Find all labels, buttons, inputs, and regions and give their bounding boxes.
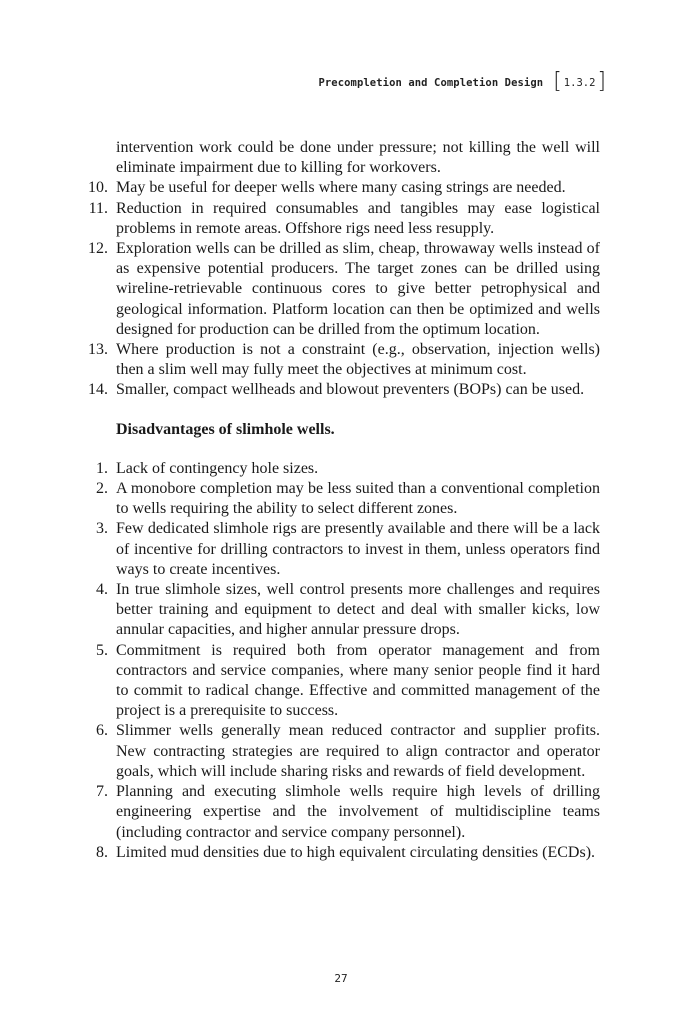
item-text: Where production is not a constraint (e.g., observation, injection wells) then a slim well may fully meet the objectives at minimum cost. xyxy=(116,341,600,379)
advantages-list xyxy=(0,178,682,400)
disadvantages-list xyxy=(0,459,682,863)
page-body xyxy=(0,138,682,863)
item-number: 4. xyxy=(96,581,108,599)
item-text: A monobore completion may be less suited than a conventional completion to wells requiring the ability to select different zones. xyxy=(116,480,600,518)
item-text: Commitment is required both from operator management and from contractors and service companies, where many senior people find it hard to commit to radical change. Effective and committed management of the project is a prerequisite to success. xyxy=(116,641,600,720)
item-text: Limited mud densities due to high equivalent circulating densities (ECDs). xyxy=(116,843,596,861)
item-text: Smaller, compact wellheads and blowout preventers (BOPs) can be used. xyxy=(116,381,585,399)
section-number: 1.3.2 xyxy=(563,77,596,89)
section-heading: Disadvantages of slimhole wells. xyxy=(116,420,335,438)
list-item xyxy=(0,239,600,340)
list-item xyxy=(0,580,600,641)
list-item xyxy=(0,519,600,580)
list-item xyxy=(0,479,600,519)
section-number-box xyxy=(551,69,608,94)
list-item xyxy=(0,641,600,722)
continuation-paragraph: intervention work could be done under pressure; not killing the well will eliminate impairment due to killing for workovers. xyxy=(116,139,600,177)
item-text: In true slimhole sizes, well control presents more challenges and requires better training and equipment to detect and deal with smaller kicks, low annular capacities, and higher annular pressure drops. xyxy=(116,581,600,639)
list-item xyxy=(0,199,600,239)
list-item xyxy=(0,459,600,479)
item-text: May be useful for deeper wells where many casing strings are needed. xyxy=(116,179,566,197)
item-number: 14. xyxy=(88,381,108,399)
item-text: Exploration wells can be drilled as slim, cheap, throwaway wells instead of as expensive potential producers. The target zones can be drilled using wireline-retrievable continuous cores to give better petrophysical and geological information. Platform location can then be optimized and wells designed for production can be drilled from the optimum location. xyxy=(116,240,600,338)
list-item xyxy=(0,380,600,400)
item-number: 3. xyxy=(96,520,108,538)
page-number: 27 xyxy=(334,972,348,985)
running-header xyxy=(0,69,608,94)
list-item xyxy=(0,340,600,380)
item-number: 11. xyxy=(88,199,108,217)
item-number: 5. xyxy=(96,641,108,659)
list-item xyxy=(0,178,600,198)
item-text: Reduction in required consumables and tangibles may ease logistical problems in remote areas. Offshore rigs need less resupply. xyxy=(116,199,600,237)
bracket-close: ] xyxy=(597,69,606,94)
item-number: 6. xyxy=(96,722,108,740)
item-number: 12. xyxy=(88,240,108,258)
item-number: 13. xyxy=(88,341,108,359)
item-number: 1. xyxy=(96,459,108,477)
list-item xyxy=(0,843,600,863)
item-text: Slimmer wells generally mean reduced contractor and supplier profits. New contracting strategies are required to align contractor and operator goals, which will include sharing risks and rewards of field development. xyxy=(116,722,600,780)
item-text: Few dedicated slimhole rigs are presently available and there will be a lack of incentive for drilling contractors to invest in them, unless operators find ways to create incentives. xyxy=(116,520,600,578)
item-number: 10. xyxy=(88,179,108,197)
item-number: 7. xyxy=(96,783,108,801)
item-number: 2. xyxy=(96,480,108,498)
item-number: 8. xyxy=(96,843,108,861)
item-text: Lack of contingency hole sizes. xyxy=(116,459,319,477)
item-text: Planning and executing slimhole wells require high levels of drilling engineering expertise and the involvement of multidiscipline teams (including contractor and service company personnel). xyxy=(116,783,600,841)
running-title: Precompletion and Completion Design xyxy=(318,77,544,89)
list-item xyxy=(0,782,600,843)
bracket-open: [ xyxy=(553,69,562,94)
list-item xyxy=(0,721,600,782)
